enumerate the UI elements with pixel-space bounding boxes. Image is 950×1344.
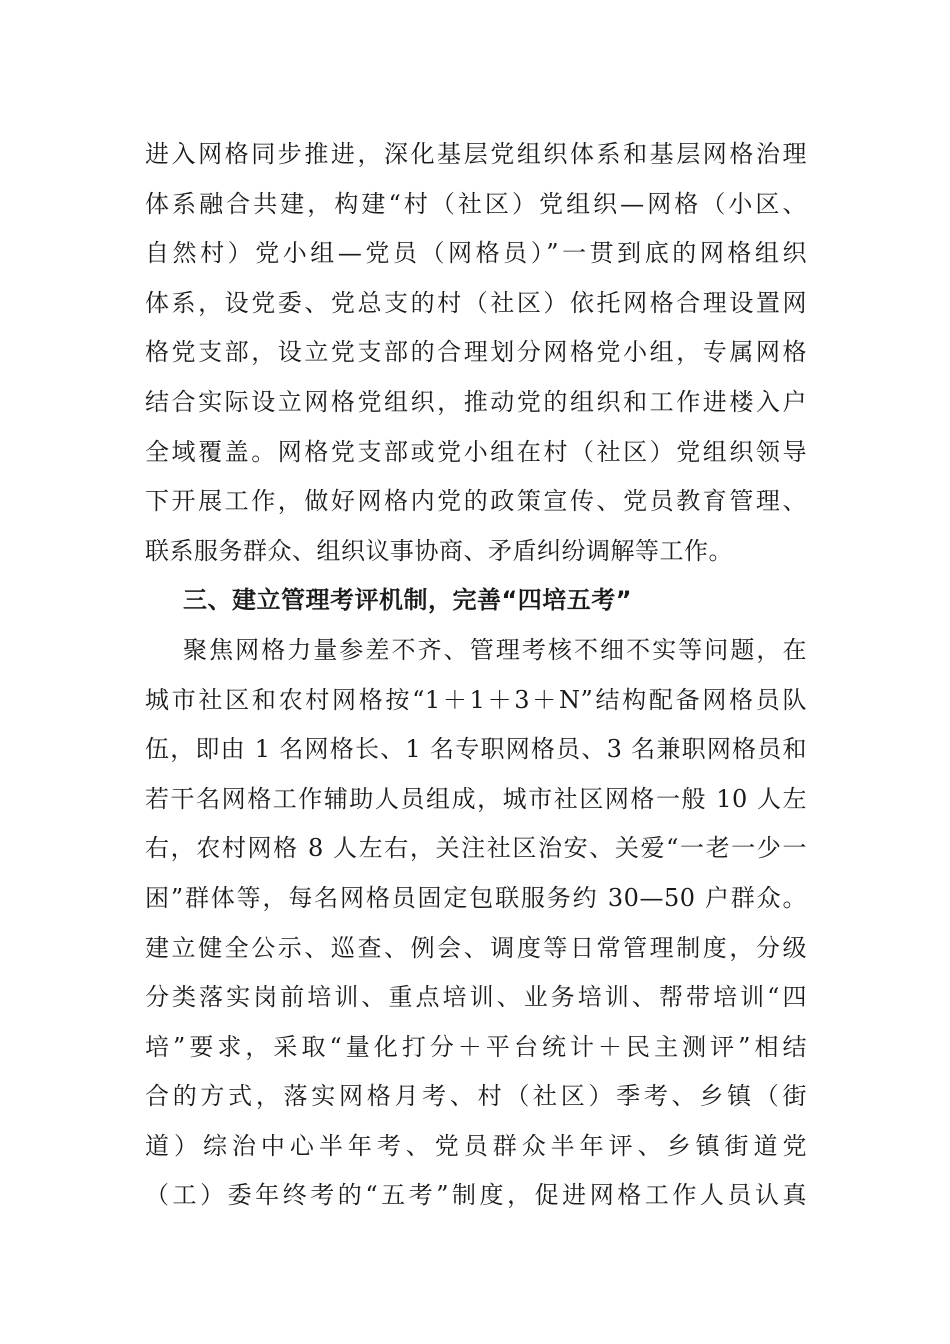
- text-line: 聚焦网格力量参差不齐、管理考核不细不实等问题，在: [183, 635, 807, 664]
- paragraph-assessment-mechanism: [145, 626, 807, 1221]
- text-line: 全域覆盖。网格党支部或党小组在村（社区）党组织领导: [145, 437, 807, 466]
- text-line: 道）综治中心半年考、党员群众半年评、乡镇街道党: [145, 1131, 807, 1160]
- text-line: 自然村）党小组—党员（网格员）”一贯到底的网格组织: [145, 239, 807, 268]
- text-line: 进入网格同步推进，深化基层党组织体系和基层网格治理: [145, 140, 807, 168]
- text-line: 格党支部，设立党支部的合理划分网格党小组，专属网格: [145, 338, 807, 367]
- text-line: 合的方式，落实网格月考、村（社区）季考、乡镇（街: [145, 1082, 807, 1111]
- section-heading: 三、建立管理考评机制，完善“四培五考”: [183, 586, 633, 615]
- text-line: 结合实际设立网格党组织，推动党的组织和工作进楼入户: [145, 387, 807, 416]
- text-line: 右，农村网格 8 人左右，关注社区治安、关爱“一老一少一: [145, 834, 807, 863]
- text-line: 城市社区和农村网格按“1＋1＋3＋N”结构配备网格员队: [145, 685, 807, 714]
- text-line: 体系融合共建，构建“村（社区）党组织—网格（小区、: [145, 189, 807, 218]
- text-line: 培”要求，采取“量化打分＋平台统计＋民主测评”相结: [145, 1032, 807, 1061]
- text-line: 分类落实岗前培训、重点培训、业务培训、帮带培训“四: [145, 983, 807, 1012]
- text-line: 伍，即由 1 名网格长、1 名专职网格员、3 名兼职网格员和: [145, 735, 807, 764]
- text-line: （工）委年终考的“五考”制度，促进网格工作人员认真: [145, 1181, 807, 1210]
- paragraph-grid-party-organization: [145, 130, 807, 576]
- text-line: 困”群体等，每名网格员固定包联服务约 30—50 户群众。: [145, 883, 807, 912]
- text-line: 若干名网格工作辅助人员组成，城市社区网格一般 10 人左: [145, 784, 807, 813]
- text-line: 体系，设党委、党总支的村（社区）依托网格合理设置网: [145, 288, 807, 317]
- document-body: [145, 130, 807, 1221]
- text-line: 下开展工作，做好网格内党的政策宣传、党员教育管理、: [145, 487, 807, 516]
- text-line: 建立健全公示、巡查、例会、调度等日常管理制度，分级: [145, 933, 807, 962]
- text-line: 联系服务群众、组织议事协商、矛盾纠纷调解等工作。: [145, 536, 733, 565]
